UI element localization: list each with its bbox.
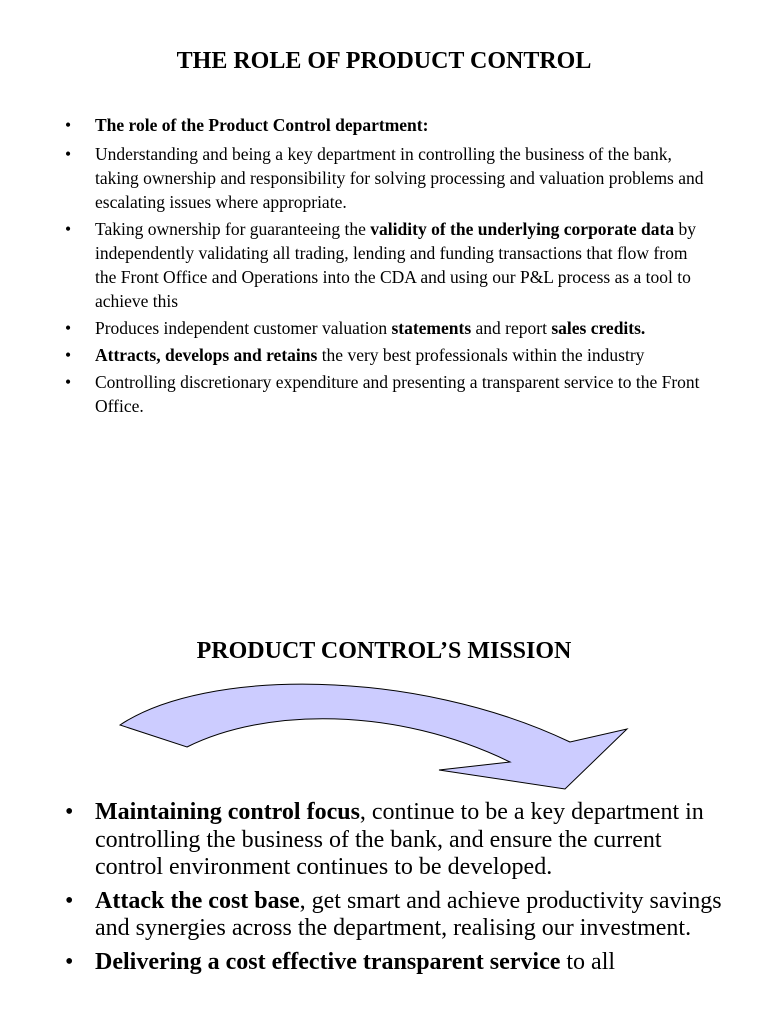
list-item bbox=[65, 113, 705, 137]
list-item bbox=[65, 316, 705, 340]
bullet-bold-text: sales credits. bbox=[551, 318, 646, 338]
section-title-mission: PRODUCT CONTROL’S MISSION bbox=[196, 638, 572, 664]
list-item bbox=[65, 343, 705, 367]
bullet-glyph: • bbox=[65, 948, 74, 975]
bullet-text-post: by independently validating all trading, lending and funding transactions that flow from the Front Office and Operations into the CDA and using our P&L process as a tool to achieve this bbox=[95, 219, 696, 311]
bullet-glyph: • bbox=[65, 345, 72, 365]
bullet-bold-text: Delivering a cost effective transparent service bbox=[95, 948, 561, 975]
bullet-glyph: • bbox=[65, 144, 72, 164]
bullet-text-post: , continue to be a key department in controlling the business of the bank, and ensure the current control environment continues to be developed. bbox=[95, 799, 704, 880]
bullet-bold-text: validity of the underlying corporate data bbox=[370, 219, 675, 239]
bullet-bold-text: Attracts, develops and retains bbox=[95, 345, 318, 365]
bullet-text-pre: Produces independent customer valuation bbox=[95, 318, 392, 338]
curved-arrow-icon bbox=[115, 668, 635, 794]
bullet-glyph: • bbox=[65, 115, 72, 135]
list-item bbox=[65, 142, 705, 214]
list-item bbox=[65, 799, 735, 882]
bullet-glyph: • bbox=[65, 372, 72, 392]
list-item bbox=[65, 217, 705, 313]
bullet-text-post: to all bbox=[560, 948, 616, 975]
list-item bbox=[65, 887, 735, 943]
list-item bbox=[65, 370, 705, 418]
bullet-glyph: • bbox=[65, 219, 72, 239]
bullet-bold-text: The role of the Product Control department: bbox=[95, 115, 429, 135]
role-bullet-list bbox=[65, 113, 705, 421]
bullet-text-mid: and report bbox=[471, 318, 552, 338]
bullet-text-pre: Taking ownership for guaranteeing the bbox=[95, 219, 371, 239]
mission-bullet-list bbox=[65, 799, 735, 982]
curved-arrow-shape bbox=[120, 684, 627, 789]
bullet-bold-text: statements bbox=[391, 318, 472, 338]
bullet-text: Controlling discretionary expenditure and presenting a transparent service to the Front Office. bbox=[95, 372, 700, 416]
bullet-text-post: the very best professionals within the industry bbox=[317, 345, 645, 365]
list-item bbox=[65, 948, 735, 977]
bullet-bold-text: Maintaining control focus bbox=[95, 799, 360, 825]
bullet-glyph: • bbox=[65, 887, 74, 914]
bullet-text: Understanding and being a key department in controlling the business of the bank, taking ownership and responsibility for solving processing and valuation problems and escalating issues where appropriate. bbox=[95, 144, 704, 212]
section-title-role: THE ROLE OF PRODUCT CONTROL bbox=[176, 48, 592, 74]
bullet-text-post: , get smart and achieve productivity savings and synergies across the department, realising our investment. bbox=[95, 887, 722, 941]
bullet-bold-text: Attack the cost base bbox=[95, 887, 300, 914]
bullet-glyph: • bbox=[65, 318, 72, 338]
bullet-glyph: • bbox=[65, 799, 74, 825]
